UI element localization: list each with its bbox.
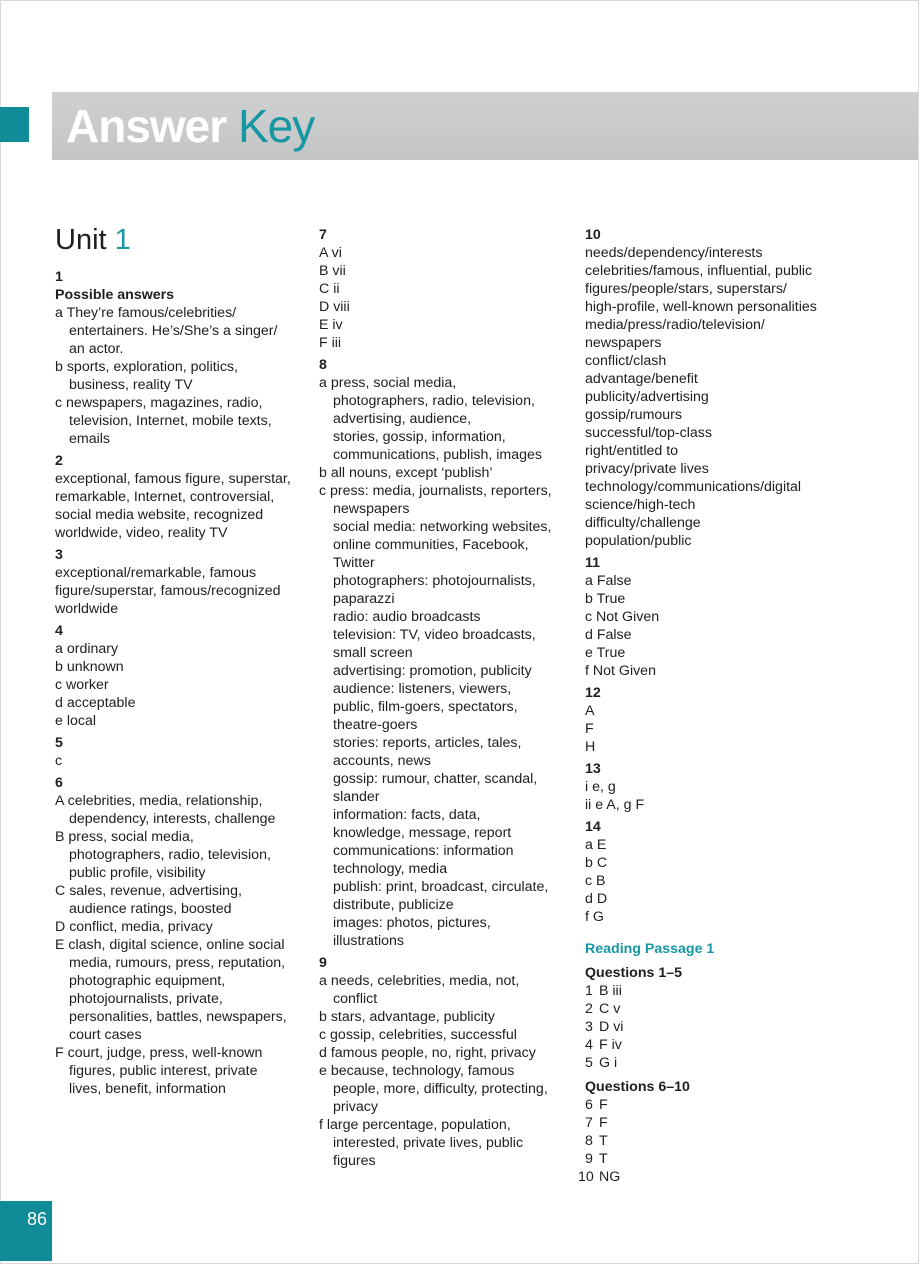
text-line: dependency, interests, challenge xyxy=(69,811,276,827)
text-line: d False xyxy=(585,627,632,643)
answer-value: NG xyxy=(599,1169,621,1185)
text-line: A celebrities, media, relationship, xyxy=(55,793,263,809)
text-line: high-profile, well-known personalities xyxy=(585,299,817,315)
numbered-answer-row xyxy=(585,1054,875,1072)
text-line: people, more, difficulty, protecting, xyxy=(333,1081,548,1097)
answer-number: 10 xyxy=(578,1169,594,1185)
text-line: b unknown xyxy=(55,659,124,675)
text-line: C sales, revenue, advertising, xyxy=(55,883,242,899)
text-line: c worker xyxy=(55,677,109,693)
answer-number: 7 xyxy=(585,1115,593,1131)
answer-list xyxy=(55,752,305,770)
text-line: successful/top-class xyxy=(585,425,712,441)
text-line: B press, social media, xyxy=(55,829,194,845)
text-line: A xyxy=(585,703,595,719)
answer-number: 5 xyxy=(585,1055,593,1071)
answer-list xyxy=(585,572,875,680)
numbered-answer-row xyxy=(585,1096,875,1114)
text-line: remarkable, Internet, controversial, xyxy=(55,489,275,505)
text-line: advertising: promotion, publicity xyxy=(333,663,532,679)
text-line: media, rumours, press, reputation, xyxy=(69,955,286,971)
text-line: A vi xyxy=(319,245,342,261)
text-line: information: facts, data, xyxy=(333,807,481,823)
text-line: technology, media xyxy=(333,861,448,877)
answer-item xyxy=(319,1116,574,1170)
answer-item xyxy=(319,972,574,1008)
text-line: advantage/benefit xyxy=(585,371,698,387)
numbered-answer-row xyxy=(585,1132,875,1150)
numbered-answer-row xyxy=(585,1114,875,1132)
answer-item xyxy=(319,1026,574,1044)
text-line: newspapers xyxy=(333,501,410,517)
text-line: television: TV, video broadcasts, xyxy=(333,627,536,643)
text-line: science/high-tech xyxy=(585,497,696,513)
text-line: gossip/rumours xyxy=(585,407,682,423)
text-line: audience ratings, boosted xyxy=(69,901,232,917)
text-line: c B xyxy=(585,873,606,889)
question-number: 9 xyxy=(319,955,327,971)
text-line: F iii xyxy=(319,335,342,351)
text-line: interested, private lives, public xyxy=(333,1135,524,1151)
text-line: d D xyxy=(585,891,608,907)
question-number: 13 xyxy=(585,761,601,777)
text-line: small screen xyxy=(333,645,413,661)
text-line: court cases xyxy=(69,1027,142,1043)
text-line: worldwide xyxy=(55,601,119,617)
reading-passage-heading: Reading Passage 1 xyxy=(585,941,715,957)
questions-group-heading: Questions 6–10 xyxy=(585,1079,690,1095)
unit-label: Unit xyxy=(55,224,107,256)
question-number: 3 xyxy=(55,547,63,563)
text-line: D conflict, media, privacy xyxy=(55,919,213,935)
text-line: f large percentage, population, xyxy=(319,1117,511,1133)
text-line: communications: information xyxy=(333,843,514,859)
answer-number: 9 xyxy=(585,1151,593,1167)
answer-value: F iv xyxy=(599,1037,622,1053)
question-number: 1 xyxy=(55,269,63,285)
answer-list xyxy=(585,836,875,926)
text-line: c newspapers, magazines, radio, xyxy=(55,395,263,411)
text-line: an actor. xyxy=(69,341,124,357)
text-line: c xyxy=(55,753,63,769)
text-line: privacy/private lives xyxy=(585,461,709,477)
text-line: b C xyxy=(585,855,608,871)
text-line: public, film-goers, spectators, xyxy=(333,699,518,715)
answer-list xyxy=(319,244,574,352)
text-line: c gossip, celebrities, successful xyxy=(319,1027,517,1043)
text-line: figure/superstar, famous/recognized xyxy=(55,583,281,599)
text-line: right/entitled to xyxy=(585,443,679,459)
answer-text xyxy=(55,470,305,542)
text-line: personalities, battles, newspapers, xyxy=(69,1009,287,1025)
question-number: 10 xyxy=(585,227,601,243)
text-line: accounts, news xyxy=(333,753,431,769)
answer-value: T xyxy=(599,1133,608,1149)
text-line: exceptional, famous figure, superstar, xyxy=(55,471,291,487)
text-line: f G xyxy=(585,909,604,925)
text-line: b all nouns, except ‘publish’ xyxy=(319,465,493,481)
answer-item xyxy=(55,792,305,828)
text-line: social media website, recognized xyxy=(55,507,264,523)
text-line: public profile, visibility xyxy=(69,865,206,881)
text-line: a ordinary xyxy=(55,641,119,657)
text-line: F xyxy=(585,721,594,737)
answer-item xyxy=(55,358,305,394)
page-title xyxy=(66,96,314,156)
text-line: paparazzi xyxy=(333,591,395,607)
text-line: a E xyxy=(585,837,607,853)
numbered-answers xyxy=(585,982,875,1072)
text-line: d acceptable xyxy=(55,695,136,711)
numbered-answer-row xyxy=(585,1000,875,1018)
text-line: distribute, publicize xyxy=(333,897,454,913)
answer-text xyxy=(55,564,305,618)
subheading: Possible answers xyxy=(55,287,175,303)
text-line: audience: listeners, viewers, xyxy=(333,681,512,697)
text-line: social media: networking websites, xyxy=(333,519,552,535)
unit-number: 1 xyxy=(114,224,131,256)
text-line: F court, judge, press, well-known xyxy=(55,1045,263,1061)
text-line: entertainers. He’s/She’s a singer/ xyxy=(69,323,278,339)
text-line: a press, social media, xyxy=(319,375,457,391)
text-line: exceptional/remarkable, famous xyxy=(55,565,257,581)
answer-value: C v xyxy=(599,1001,621,1017)
text-line: worldwide, video, reality TV xyxy=(55,525,228,541)
question-number: 2 xyxy=(55,453,63,469)
text-line: b stars, advantage, publicity xyxy=(319,1009,495,1025)
text-line: difficulty/challenge xyxy=(585,515,701,531)
text-line: i e, g xyxy=(585,779,616,795)
answer-list xyxy=(585,778,875,814)
text-line: privacy xyxy=(333,1099,378,1115)
text-line: f Not Given xyxy=(585,663,656,679)
text-line: newspapers xyxy=(585,335,662,351)
text-line: d famous people, no, right, privacy xyxy=(319,1045,536,1061)
unit-heading xyxy=(55,222,305,258)
answer-item xyxy=(319,1062,574,1116)
section-tab-marker xyxy=(0,107,29,142)
answer-item xyxy=(319,374,574,464)
text-line: e because, technology, famous xyxy=(319,1063,515,1079)
answer-text xyxy=(585,244,875,550)
answer-value: D vi xyxy=(599,1019,624,1035)
text-line: lives, benefit, information xyxy=(69,1081,226,1097)
answer-value: T xyxy=(599,1151,608,1167)
numbered-answers xyxy=(578,1096,875,1186)
question-number: 6 xyxy=(55,775,63,791)
questions-group-heading: Questions 1–5 xyxy=(585,965,682,981)
text-line: online communities, Facebook, xyxy=(333,537,529,553)
answer-number: 8 xyxy=(585,1133,593,1149)
text-line: b sports, exploration, politics, xyxy=(55,359,238,375)
column-3 xyxy=(578,226,875,1186)
text-line: illustrations xyxy=(333,933,404,949)
text-line: e local xyxy=(55,713,97,729)
text-line: ii e A, g F xyxy=(585,797,645,813)
answer-item xyxy=(319,1044,574,1062)
text-line: figures/people/stars, superstars/ xyxy=(585,281,787,297)
answer-item xyxy=(55,882,305,918)
answer-item xyxy=(55,394,305,448)
question-number: 12 xyxy=(585,685,601,701)
text-line: a They’re famous/celebrities/ xyxy=(55,305,237,321)
text-line: b True xyxy=(585,591,626,607)
title-light: Key xyxy=(237,100,315,152)
question-number: 4 xyxy=(55,623,63,639)
text-line: publish: print, broadcast, circulate, xyxy=(333,879,549,895)
text-line: emails xyxy=(69,431,110,447)
title-strong: Answer xyxy=(66,100,227,152)
question-number: 11 xyxy=(585,555,600,571)
answer-item xyxy=(55,936,305,1044)
text-line: stories, gossip, information, xyxy=(333,429,506,445)
text-line: figures, public interest, private xyxy=(69,1063,258,1079)
text-line: photographers, radio, television, xyxy=(69,847,271,863)
text-line: gossip: rumour, chatter, scandal, xyxy=(333,771,538,787)
text-line: photographers, radio, television, xyxy=(333,393,535,409)
text-line: needs/dependency/interests xyxy=(585,245,763,261)
text-line: conflict xyxy=(333,991,378,1007)
answer-list xyxy=(585,702,875,756)
question-number: 5 xyxy=(55,735,63,751)
text-line: slander xyxy=(333,789,380,805)
column-2 xyxy=(319,226,574,1170)
answer-number: 4 xyxy=(585,1037,593,1053)
text-line: Twitter xyxy=(333,555,375,571)
text-line: stories: reports, articles, tales, xyxy=(333,735,522,751)
text-line: e True xyxy=(585,645,626,661)
text-line: C ii xyxy=(319,281,340,297)
numbered-answer-row xyxy=(585,982,875,1000)
text-line: c press: media, journalists, reporters, xyxy=(319,483,552,499)
question-number: 8 xyxy=(319,357,327,373)
text-line: radio: audio broadcasts xyxy=(333,609,481,625)
text-line: theatre-goers xyxy=(333,717,418,733)
answer-list xyxy=(55,640,305,730)
answer-value: B iii xyxy=(599,983,622,999)
text-line: D viii xyxy=(319,299,350,315)
answer-item xyxy=(55,918,305,936)
text-line: c Not Given xyxy=(585,609,660,625)
column-1 xyxy=(55,222,305,1098)
numbered-answer-row xyxy=(585,1036,875,1054)
numbered-answer-row xyxy=(585,1018,875,1036)
text-line: advertising, audience, xyxy=(333,411,472,427)
text-line: media/press/radio/television/ xyxy=(585,317,765,333)
text-line: a False xyxy=(585,573,632,589)
answer-item xyxy=(55,828,305,882)
answer-item xyxy=(319,464,574,482)
text-line: publicity/advertising xyxy=(585,389,709,405)
numbered-answer-row xyxy=(578,1168,875,1186)
text-line: television, Internet, mobile texts, xyxy=(69,413,272,429)
text-line: E clash, digital science, online social xyxy=(55,937,285,953)
text-line: E iv xyxy=(319,317,343,333)
answer-number: 3 xyxy=(585,1019,593,1035)
text-line: a needs, celebrities, media, not, xyxy=(319,973,520,989)
text-line: H xyxy=(585,739,596,755)
text-line: business, reality TV xyxy=(69,377,193,393)
page-number: 86 xyxy=(27,1209,48,1229)
text-line: population/public xyxy=(585,533,692,549)
text-line: figures xyxy=(333,1153,376,1169)
text-line: technology/communications/digital xyxy=(585,479,802,495)
answer-item xyxy=(55,304,305,358)
answer-number: 6 xyxy=(585,1097,593,1113)
text-line: celebrities/famous, influential, public xyxy=(585,263,813,279)
answer-number: 2 xyxy=(585,1001,593,1017)
text-line: images: photos, pictures, xyxy=(333,915,491,931)
answer-value: G i xyxy=(599,1055,618,1071)
answer-value: F xyxy=(599,1115,608,1131)
text-line: photographic equipment, xyxy=(69,973,226,989)
question-number: 7 xyxy=(319,227,327,243)
answer-item xyxy=(319,1008,574,1026)
numbered-answer-row xyxy=(585,1150,875,1168)
text-line: conflict/clash xyxy=(585,353,667,369)
text-line: knowledge, message, report xyxy=(333,825,512,841)
answer-item xyxy=(55,1044,305,1098)
text-line: communications, publish, images xyxy=(333,447,542,463)
text-line: photojournalists, private, xyxy=(69,991,223,1007)
question-number: 14 xyxy=(585,819,601,835)
answer-number: 1 xyxy=(585,983,593,999)
text-line: photographers: photojournalists, xyxy=(333,573,536,589)
text-line: B vii xyxy=(319,263,346,279)
answer-item xyxy=(319,482,574,950)
answer-value: F xyxy=(599,1097,608,1113)
